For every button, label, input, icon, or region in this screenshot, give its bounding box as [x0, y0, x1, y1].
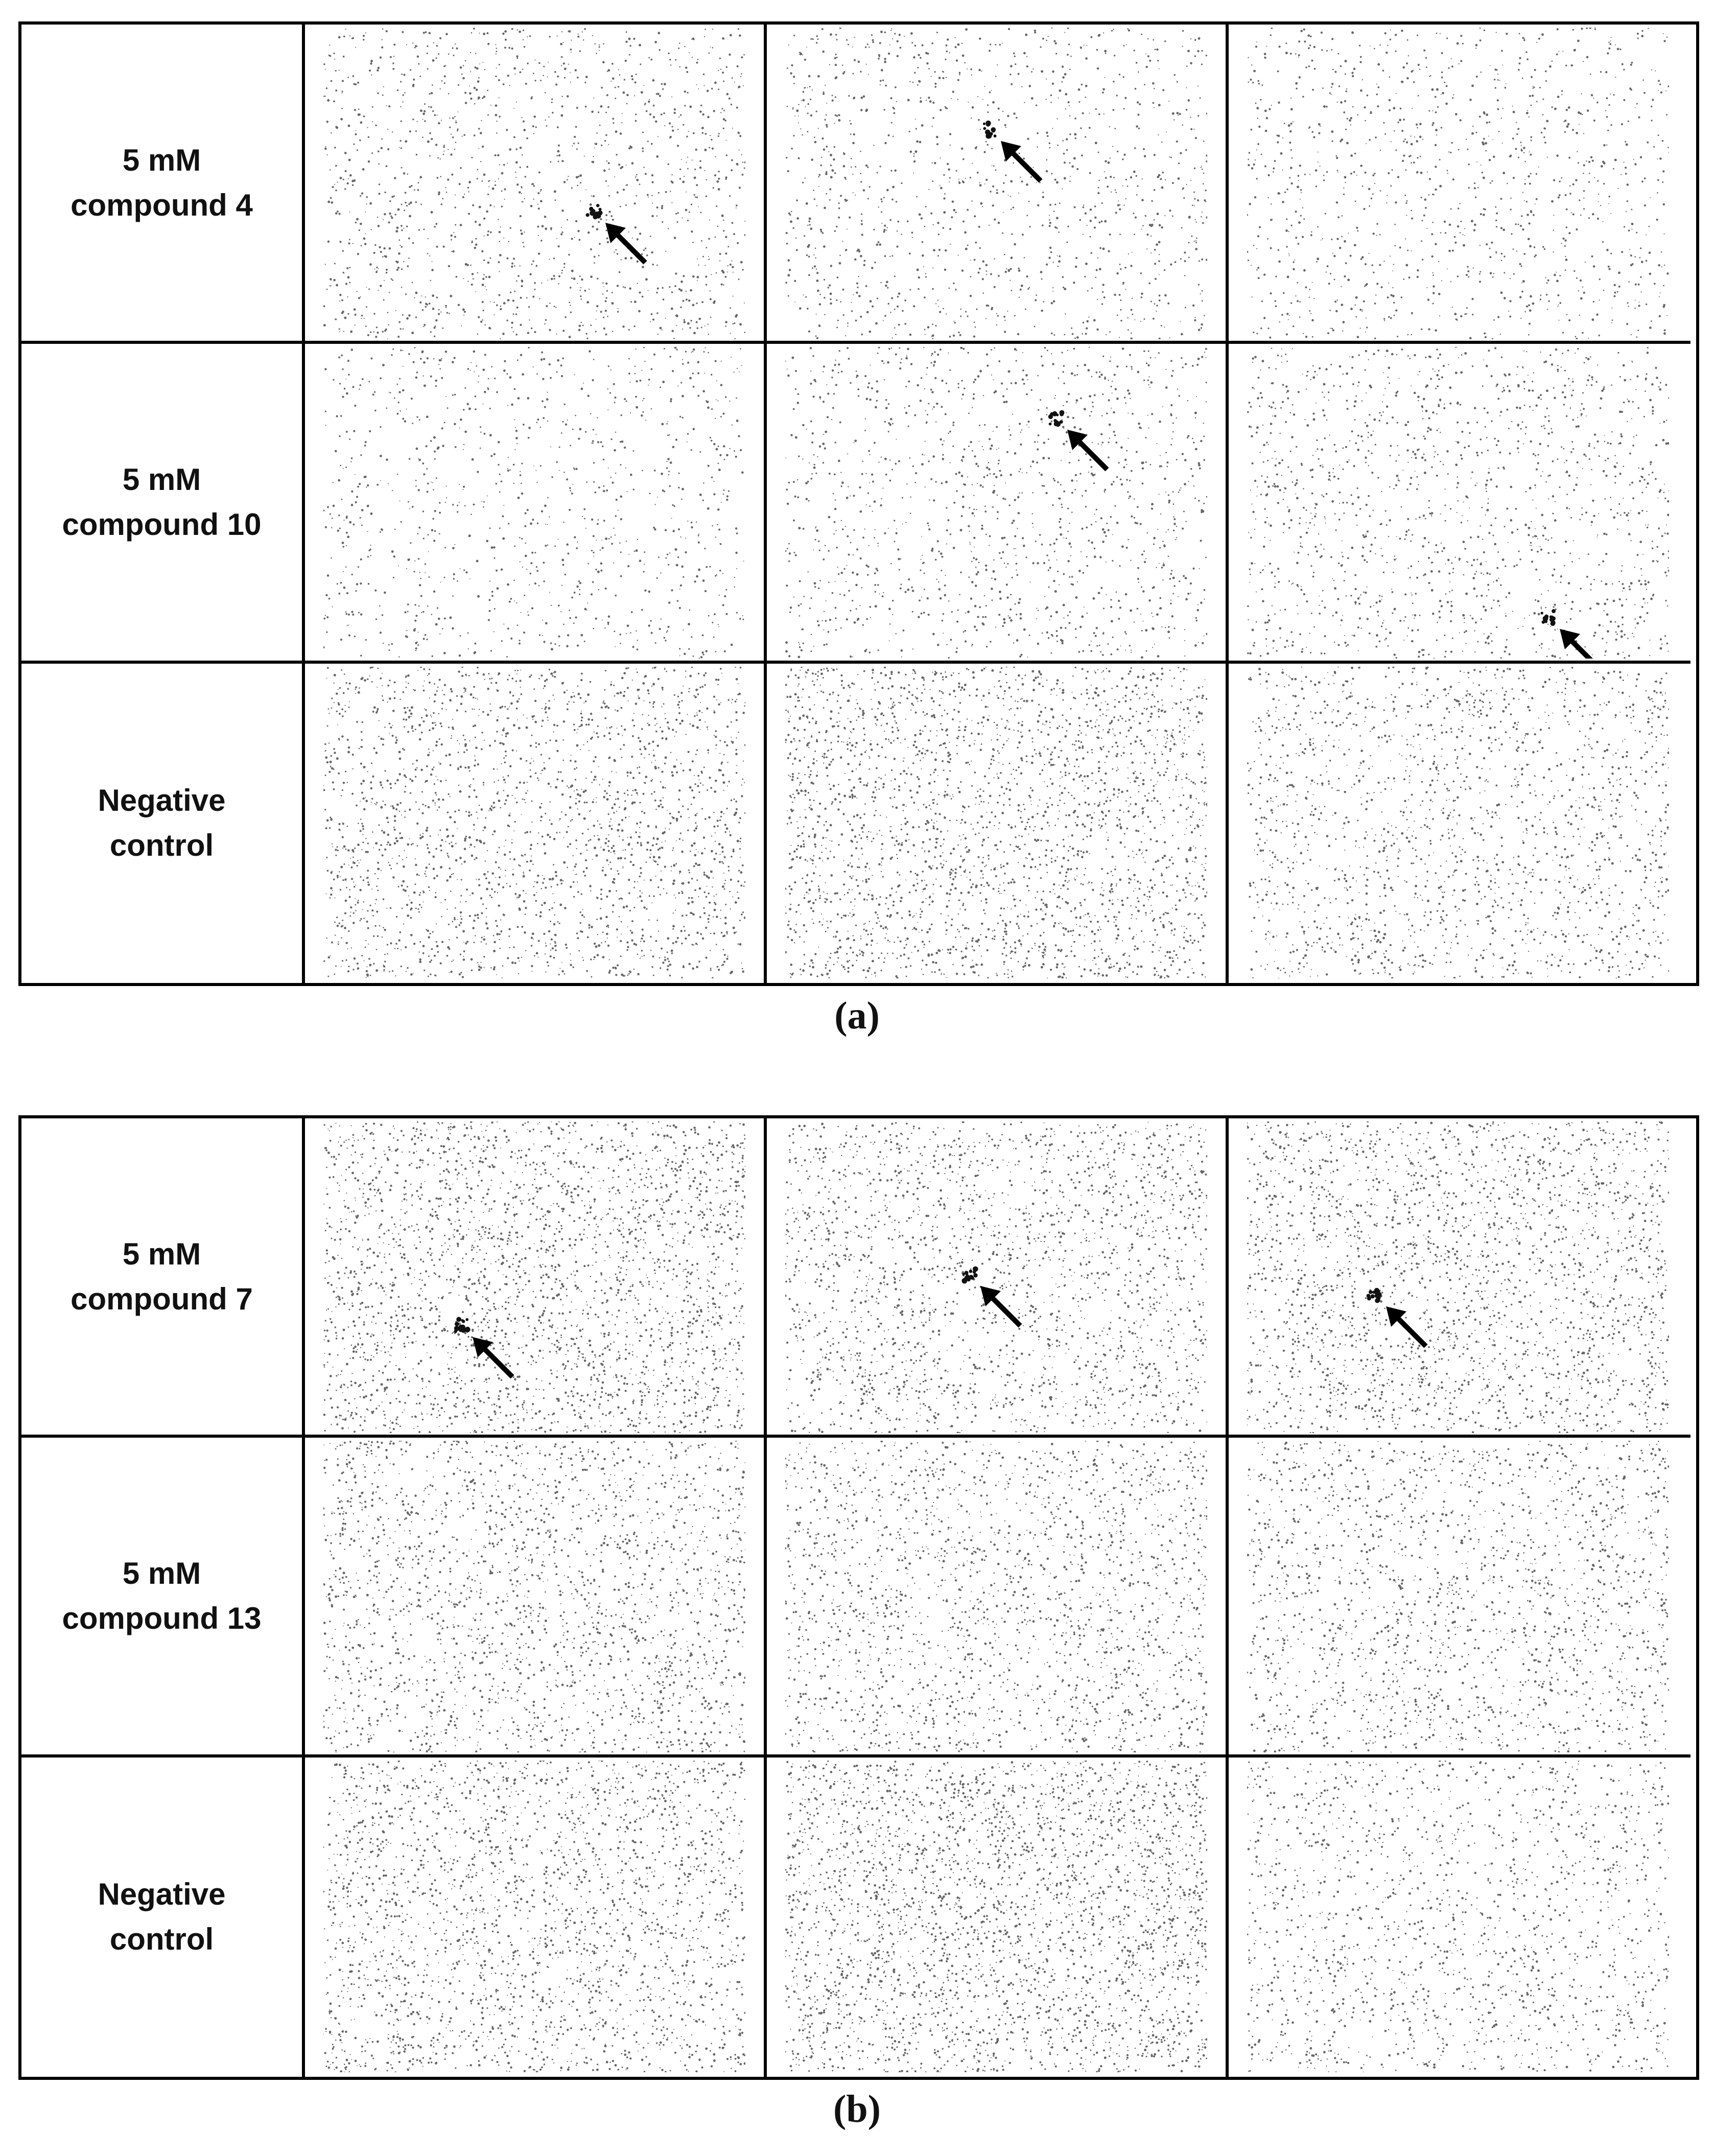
cell-speckles: [1247, 1121, 1669, 1433]
micrograph: [767, 664, 1229, 983]
micrograph: [305, 25, 767, 344]
aggregate-cluster: [586, 204, 603, 219]
row-label-compound-10: [21, 344, 305, 663]
arrow-icon: [980, 1286, 1020, 1326]
aggregate-cluster: [961, 1267, 978, 1284]
micrograph-image: [323, 28, 745, 339]
row-label-line1: 5 mM: [122, 462, 201, 497]
aggregate-cluster: [1367, 1288, 1382, 1303]
micrograph-image: [323, 347, 745, 659]
row-label-negative-control: [21, 1757, 305, 2077]
micrograph-image: [323, 1441, 745, 1752]
micrograph-image: [785, 1761, 1207, 2072]
micrograph-image: [1247, 28, 1669, 339]
micrograph: [1229, 1118, 1690, 1438]
micrograph-image: [323, 667, 745, 978]
micrograph: [1229, 1438, 1690, 1757]
aggregate-cluster: [983, 121, 997, 139]
cell-speckles: [785, 347, 1207, 659]
cell-speckles: [323, 1441, 745, 1752]
row-label-line1: Negative: [98, 1877, 226, 1912]
row-label-compound-7: [21, 1118, 305, 1438]
row-label-line1: Negative: [98, 783, 226, 818]
row-label-line2: compound 4: [71, 188, 253, 222]
cell-speckles: [785, 667, 1207, 978]
panel-a-grid: [18, 21, 1699, 986]
row-label-line2: compound 7: [71, 1281, 253, 1316]
micrograph-image: [1247, 1761, 1669, 2072]
micrograph: [305, 1118, 767, 1438]
row-label-line2: control: [109, 828, 214, 863]
cell-speckles: [1247, 667, 1669, 978]
row-label-line1: 5 mM: [122, 1556, 201, 1590]
micrograph-image: [1247, 347, 1669, 659]
micrograph: [305, 664, 767, 983]
micrograph-image: [323, 1761, 745, 2072]
row-label-line2: control: [109, 1922, 214, 1957]
row-label-line1: 5 mM: [122, 143, 201, 177]
cell-speckles: [785, 1121, 1207, 1433]
micrograph: [305, 1757, 767, 2077]
row-label-compound-13: [21, 1438, 305, 1757]
row-label-line2: compound 10: [62, 507, 262, 542]
micrograph: [305, 344, 767, 663]
micrograph-image: [785, 347, 1207, 659]
cell-speckles: [323, 347, 744, 659]
cell-speckles: [785, 28, 1207, 339]
row-label-line2: compound 13: [62, 1601, 262, 1635]
micrograph: [1229, 1757, 1690, 2077]
micrograph: [767, 1757, 1229, 2077]
cell-speckles: [323, 28, 745, 339]
row-label-negative-control: [21, 664, 305, 983]
micrograph-image: [323, 1121, 745, 1433]
row-label-line1: 5 mM: [122, 1236, 201, 1271]
arrow-icon: [605, 223, 645, 263]
cell-speckles: [1247, 1441, 1669, 1752]
row-label-compound-4: [21, 25, 305, 344]
arrow-icon: [1001, 141, 1041, 181]
aggregate-cluster: [1541, 609, 1556, 626]
micrograph: [1229, 344, 1690, 663]
panel-b-caption: (b): [833, 2088, 881, 2130]
cell-speckles: [1247, 347, 1669, 659]
micrograph: [767, 1438, 1229, 1757]
cell-speckles: [1247, 1761, 1669, 2072]
aggregate-cluster: [454, 1317, 470, 1333]
micrograph: [305, 1438, 767, 1757]
micrograph: [767, 344, 1229, 663]
micrograph-image: [785, 28, 1207, 339]
micrograph: [767, 25, 1229, 344]
cell-speckles: [323, 1121, 745, 1433]
micrograph: [1229, 664, 1690, 983]
cell-speckles: [323, 667, 745, 978]
aggregate-cluster: [1048, 410, 1065, 427]
cell-speckles: [1247, 28, 1669, 339]
cell-speckles: [785, 1761, 1207, 2072]
micrograph-image: [785, 1121, 1207, 1433]
micrograph: [1229, 25, 1690, 344]
panel-a-caption: (a): [834, 994, 880, 1037]
cell-speckles: [323, 1761, 745, 2072]
micrograph-image: [1247, 667, 1669, 978]
cell-speckles: [785, 1441, 1207, 1752]
micrograph-image: [785, 667, 1207, 978]
micrograph: [767, 1118, 1229, 1438]
arrow-icon: [1067, 430, 1107, 470]
micrograph-image: [785, 1441, 1207, 1752]
panel-b-grid: [18, 1115, 1699, 2080]
arrow-icon: [1386, 1306, 1426, 1346]
micrograph-image: [1247, 1121, 1669, 1433]
micrograph-image: [1247, 1441, 1669, 1752]
arrow-icon: [1560, 629, 1600, 659]
